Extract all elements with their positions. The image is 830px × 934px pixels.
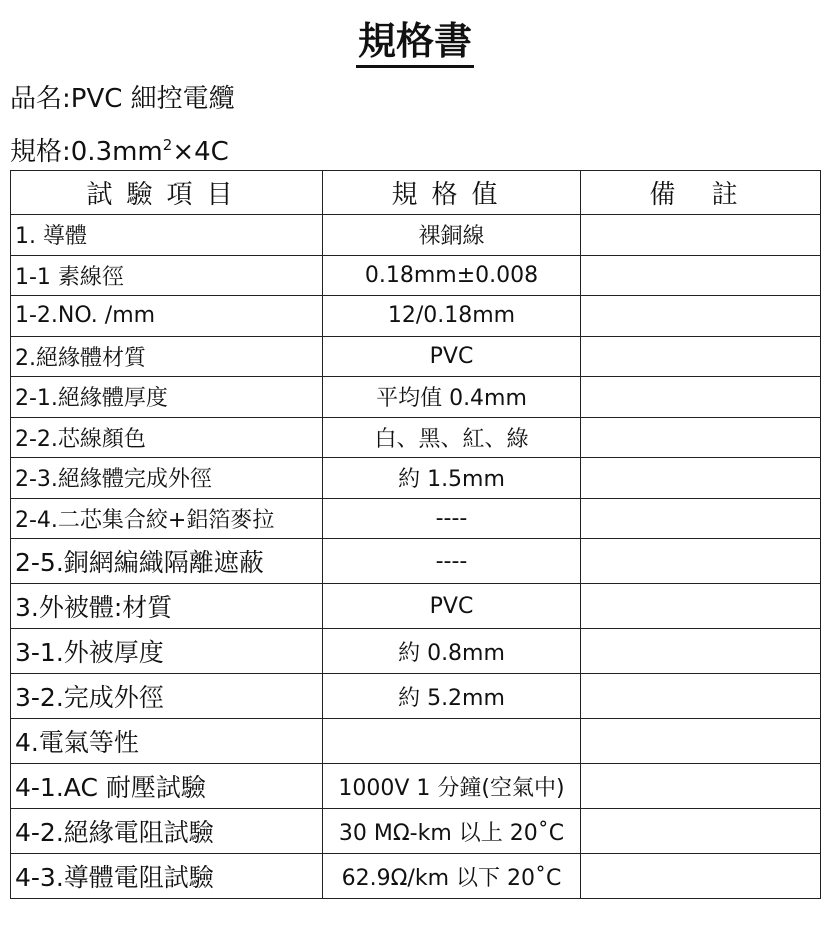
row-test-item: 2.絕緣體材質 [11,336,323,377]
row-remarks [581,458,821,499]
row-spec-value: 62.9Ω/km 以下 20˚C [323,854,581,899]
header-test-item: 試驗項目 [11,171,323,215]
row-remarks [581,417,821,458]
row-remarks [581,584,821,629]
row-remarks [581,674,821,719]
table-row [11,255,821,296]
row-remarks [581,854,821,899]
row-spec-value: 30 MΩ-km 以上 20˚C [323,809,581,854]
row-spec-value: ---- [323,498,581,539]
table-header-row [11,171,821,215]
row-spec-value: 約 0.8mm [323,629,581,674]
row-spec-value: 1000V 1 分鐘(空氣中) [323,764,581,809]
row-test-item: 1-2.NO. /mm [11,296,323,337]
row-test-item: 4-2.絕緣電阻試驗 [11,809,323,854]
table-row [11,498,821,539]
document-title-text: 規格書 [356,17,474,68]
product-name-line: 品名:PVC 細控電纜 [10,84,235,114]
row-spec-value [323,719,581,764]
table-row [11,629,821,674]
row-test-item: 4.電氣等性 [11,719,323,764]
row-spec-value: 約 5.2mm [323,674,581,719]
table-row [11,584,821,629]
table-row [11,809,821,854]
header-spec-value: 規格值 [323,171,581,215]
row-remarks [581,719,821,764]
row-remarks [581,764,821,809]
row-test-item: 2-1.絕緣體厚度 [11,377,323,418]
table-body [11,215,821,899]
row-remarks [581,336,821,377]
row-test-item: 1. 導體 [11,215,323,256]
table-row [11,377,821,418]
row-test-item: 1-1 素線徑 [11,255,323,296]
table-row [11,764,821,809]
row-remarks [581,498,821,539]
table-row [11,674,821,719]
table-row [11,539,821,584]
spec-line-suffix: ×4C [172,137,229,167]
table-row [11,296,821,337]
row-remarks [581,215,821,256]
row-test-item: 3.外被體:材質 [11,584,323,629]
row-spec-value: 約 1.5mm [323,458,581,499]
row-remarks [581,539,821,584]
spec-table [10,170,821,899]
row-spec-value: 12/0.18mm [323,296,581,337]
spec-line [10,128,229,169]
table-row [11,215,821,256]
table-row [11,417,821,458]
row-test-item: 3-1.外被厚度 [11,629,323,674]
row-spec-value: PVC [323,584,581,629]
row-spec-value: 平均值 0.4mm [323,377,581,418]
row-test-item: 3-2.完成外徑 [11,674,323,719]
row-test-item: 4-3.導體電阻試驗 [11,854,323,899]
header-remarks: 備 註 [581,171,821,215]
row-remarks [581,255,821,296]
row-test-item: 2-4.二芯集合絞+鋁箔麥拉 [11,498,323,539]
row-remarks [581,809,821,854]
row-remarks [581,377,821,418]
spec-line-prefix: 規格:0.3mm [10,137,163,167]
row-test-item: 4-1.AC 耐壓試驗 [11,764,323,809]
row-spec-value: ---- [323,539,581,584]
row-spec-value: 0.18mm±0.008 [323,255,581,296]
row-remarks [581,296,821,337]
row-test-item: 2-2.芯線顏色 [11,417,323,458]
row-test-item: 2-3.絕緣體完成外徑 [11,458,323,499]
table-row [11,854,821,899]
row-remarks [581,629,821,674]
document-title [0,16,830,68]
row-test-item: 2-5.銅網編織隔離遮蔽 [11,539,323,584]
table-row [11,719,821,764]
row-spec-value: 裸銅線 [323,215,581,256]
table-row [11,458,821,499]
table-row [11,336,821,377]
row-spec-value: PVC [323,336,581,377]
spec-line-superscript: 2 [162,136,173,154]
row-spec-value: 白、黑、紅、綠 [323,417,581,458]
